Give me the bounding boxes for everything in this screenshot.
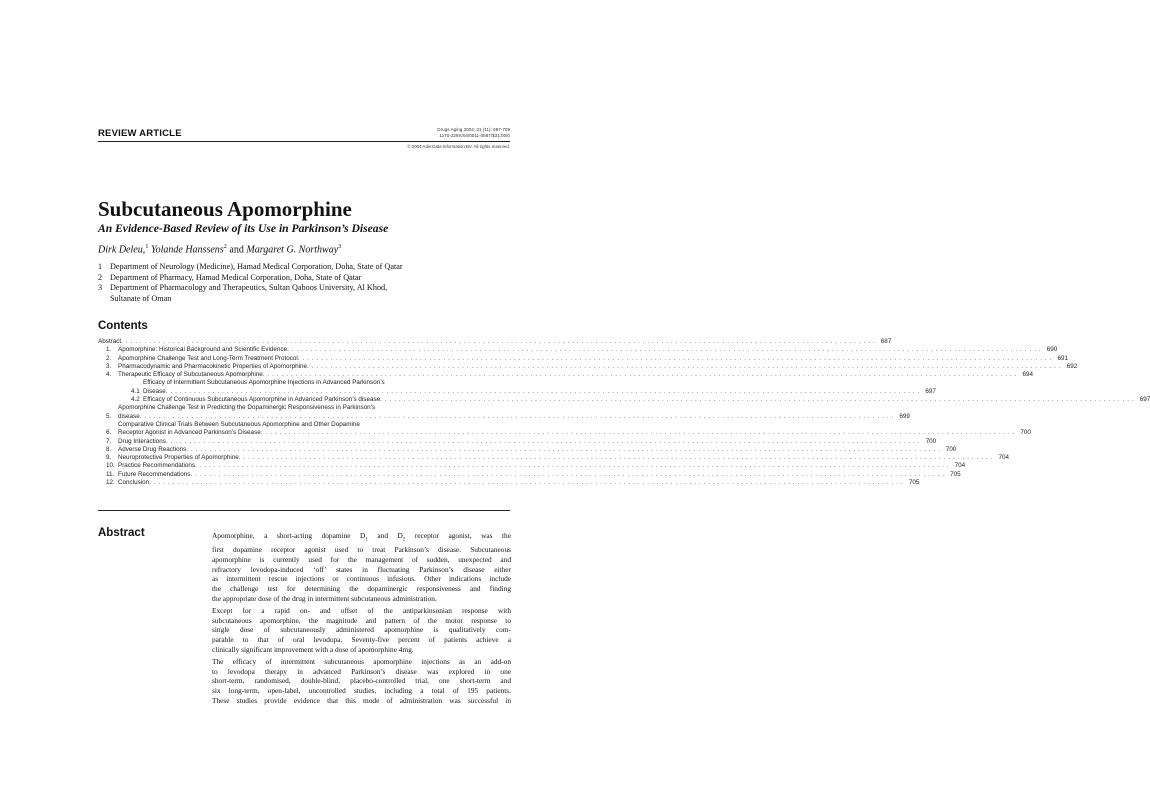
author-name: Dirk Deleu,	[98, 244, 146, 256]
abstract-line: Except for a rapid on- and offset of the antiparkinsonian response with	[212, 605, 511, 615]
toc-entry-page: 704	[998, 454, 1009, 462]
abstract-line: subcutaneous apomorphine, the magnitude and pattern of the motor response to	[212, 615, 511, 625]
toc-entry[interactable]	[98, 462, 966, 470]
toc-entry-label: Conclusion	[118, 479, 150, 487]
toc-entry-label: Therapeutic Efficacy of Subcutaneous Apomorphine	[118, 371, 263, 379]
toc-entry-number: 2.	[106, 354, 112, 362]
abstract-line: the appropriate dose of the drug in intermittent subcutaneous administration.	[212, 593, 437, 603]
toc-leader-dots	[287, 346, 1041, 354]
abstract-line: parable to that of oral levodopa. Seventy-five percent of patients achieve a	[212, 635, 511, 645]
toc-entry-label-cont: Disease	[143, 387, 166, 395]
toc-entry-number: 7.	[106, 437, 112, 445]
affiliation-text: Department of Neurology (Medicine), Hamad Medical Corporation, Doha, State of Qatar	[110, 262, 403, 271]
article-subtitle: An Evidence-Based Review of its Use in Parkinson’s Disease	[98, 222, 389, 235]
toc-entry-number: 9.	[106, 454, 112, 462]
affiliation-list	[98, 262, 518, 304]
toc-leader-dots	[166, 438, 920, 446]
toc-entry[interactable]	[98, 371, 1033, 379]
journal-citation-line: Drugs Aging 2004; 21 (11): 687-709	[437, 127, 510, 132]
toc-entry[interactable]	[98, 379, 936, 396]
journal-citation	[437, 127, 510, 139]
abstract-line: to levodopa therapy in advanced Parkinson’s disease was explored in one	[212, 666, 511, 676]
toc-entry-label: Apomorphine Challenge Test in Predicting the Dopaminergic Responsiveness in Parkinson’s	[118, 404, 376, 412]
toc-entry-label: Abstract	[98, 338, 122, 345]
toc-leader-dots	[261, 429, 1015, 437]
abstract-line: The efficacy of intermittent subcutaneous apomorphine injections as an add-on	[212, 656, 511, 666]
toc-entry-page: 692	[1066, 362, 1078, 370]
affiliation-item	[98, 262, 518, 273]
abstract-line: first dopamine receptor agonist used to treat Parkinson’s disease. Subcutaneous	[212, 545, 511, 555]
toc-entry-label: Future Recommendations	[118, 470, 191, 478]
toc-entry-number: 3.	[106, 362, 112, 370]
toc-entry-page: 697	[925, 387, 936, 395]
toc-entry-label: Comparative Clinical Trials Between Subcutaneous Apomorphine and Other Dopamine	[118, 420, 360, 428]
toc-entry[interactable]	[98, 479, 920, 487]
abstract-line: Apomorphine, a short-acting dopamine $D_1$ and $D_2$ receptor agonist, was the	[212, 531, 511, 543]
affiliation-number: 2	[98, 272, 103, 282]
affiliation-text: Department of Pharmacy, Hamad Medical Corporation, Doha, State of Qatar	[110, 272, 362, 282]
toc-entry-number: 6.	[106, 429, 112, 437]
article-type-label: REVIEW ARTICLE	[98, 128, 182, 139]
toc-entry-label: Drug Interactions	[118, 437, 166, 445]
toc-entry-number: 10.	[106, 462, 115, 470]
toc-entry-label: Adverse Drug Reactions	[118, 445, 187, 453]
abstract-line: These studies provide evidence that this mode of administration was successful in	[212, 695, 511, 705]
abstract-rule	[98, 510, 510, 511]
toc-entry-label-cont: disease	[118, 412, 140, 420]
toc-entry-label: Practice Recommendations	[118, 462, 195, 470]
toc-entry-page: 687	[880, 338, 892, 345]
toc-leader-dots	[140, 413, 894, 421]
abstract-line: as intermittent rescue injections or continuous infusions. Other indications include	[212, 574, 511, 584]
toc-entry-page: 694	[1022, 371, 1033, 379]
toc-entry-label-cont: Receptor Agonist in Advanced Parkinson’s Disease	[118, 429, 261, 437]
toc-leader-dots	[380, 396, 1134, 404]
toc-entry-page: 700	[1020, 429, 1031, 437]
toc-entry[interactable]	[98, 396, 1150, 404]
affiliation-text: Department of Pharmacology and Therapeutics, Sultan Qaboos University, Al Khod,	[110, 283, 388, 292]
toc-entry[interactable]	[98, 354, 1068, 363]
toc-entry-label: Pharmacodynamic and Pharmacokinetic Properties of Apomorphine	[118, 362, 308, 370]
table-of-contents	[98, 338, 1150, 487]
toc-leader-dots	[195, 462, 949, 470]
toc-leader-dots	[186, 446, 940, 454]
toc-entry-number: 1.	[106, 346, 112, 354]
toc-entry[interactable]	[98, 404, 910, 421]
affiliation-marker: 2	[223, 243, 227, 250]
toc-leader-dots	[263, 371, 1017, 379]
abstract-line: short-term, randomised, double-blind, placebo-controlled trial, one short-term and	[212, 676, 511, 686]
abstract-heading: Abstract	[98, 527, 145, 539]
affiliation-text: Sultanate of Oman	[110, 293, 172, 303]
abstract-line: clinically significant improvement with a dose of apomorphine 4mg.	[212, 644, 414, 654]
contents-heading: Contents	[98, 320, 148, 332]
toc-entry[interactable]	[98, 346, 1058, 354]
toc-entry-page: 705	[908, 479, 920, 487]
toc-leader-dots	[166, 388, 920, 396]
abstract-line: refractory levodopa-induced ‘off’ states in fluctuating Parkinson’s disease either	[212, 564, 511, 574]
header-rule	[98, 141, 510, 142]
abstract-line: six long-term, open-label, uncontrolled studies, including a total of 195 patients.	[212, 686, 511, 696]
toc-leader-dots	[298, 355, 1052, 363]
toc-entry-label: Neuroprotective Properties of Apomorphine	[118, 454, 239, 462]
affiliation-item	[98, 273, 518, 284]
toc-leader-dots	[149, 479, 903, 487]
toc-entry-number: 4.2	[131, 396, 140, 404]
abstract-paragraph	[200, 531, 511, 604]
toc-entry-number: 8.	[106, 445, 112, 453]
toc-entry[interactable]	[98, 454, 1009, 462]
author-list	[98, 243, 341, 255]
affiliation-marker: 1	[145, 243, 149, 250]
toc-leader-dots	[307, 363, 1061, 371]
abstract-line: the challenge test for determining the dopaminergic responsiveness and finding	[212, 584, 511, 594]
toc-entry[interactable]	[98, 338, 892, 346]
toc-entry-label: Efficacy of Continuous Subcutaneous Apomorphine in Advanced Parkinson’s disease	[143, 396, 381, 404]
affiliation-number: 1	[98, 262, 103, 271]
toc-entry-number: 12.	[106, 479, 115, 487]
affiliation-item	[98, 283, 518, 304]
toc-entry-page: 690	[1046, 346, 1058, 354]
toc-entry-number: 5.	[106, 412, 112, 420]
toc-leader-dots	[239, 454, 993, 462]
abstract-line: apomorphine is currently used for the management of sudden, unexpected and	[212, 554, 511, 564]
toc-leader-dots	[190, 471, 944, 479]
affiliation-number: 3	[98, 283, 103, 292]
toc-entry-page: 699	[899, 412, 910, 420]
journal-citation-line: 1170-229X/04/0011-0687/$31.00/0	[439, 133, 510, 138]
toc-entry-page: 705	[950, 470, 961, 478]
author-name: Yolande Hanssens	[150, 244, 224, 256]
toc-entry[interactable]	[98, 445, 957, 454]
copyright-notice: © 2004 Adis Data Information BV. All rights reserved.	[407, 144, 510, 149]
toc-leader-dots	[121, 338, 875, 346]
article-title: Subcutaneous Apomorphine	[98, 197, 352, 221]
toc-entry-page: 704	[954, 462, 966, 470]
author-conjunction: and	[229, 244, 244, 256]
toc-entry-number: 4.1	[131, 387, 140, 395]
toc-entry[interactable]	[98, 470, 961, 479]
abstract-line: single dose of subcutaneously administered apomorphine is qualitatively com-	[212, 625, 511, 635]
abstract-paragraph	[200, 606, 511, 655]
author-name: Margaret G. Northway	[246, 244, 339, 256]
toc-entry-number: 11.	[106, 470, 115, 478]
toc-entry-page: 691	[1057, 354, 1068, 362]
toc-entry[interactable]	[98, 362, 1078, 371]
toc-entry-label: Apomorphine Challenge Test and Long-Term Treatment Protocol	[118, 354, 298, 362]
toc-entry-label: Efficacy of Intermittent Subcutaneous Apomorphine Injections in Advanced Parkinson’s	[143, 379, 385, 387]
toc-entry-page: 700	[925, 437, 937, 445]
toc-entry-page: 697	[1139, 396, 1150, 404]
toc-entry-number: 4.	[106, 371, 112, 379]
affiliation-marker: 3	[338, 243, 342, 250]
toc-entry-label: Apomorphine: Historical Background and Scientific Evidence	[118, 346, 288, 354]
toc-entry-page: 700	[945, 445, 957, 453]
toc-entry[interactable]	[98, 437, 937, 446]
abstract-body	[200, 531, 511, 708]
abstract-paragraph	[200, 657, 511, 706]
toc-entry[interactable]	[98, 420, 1031, 438]
